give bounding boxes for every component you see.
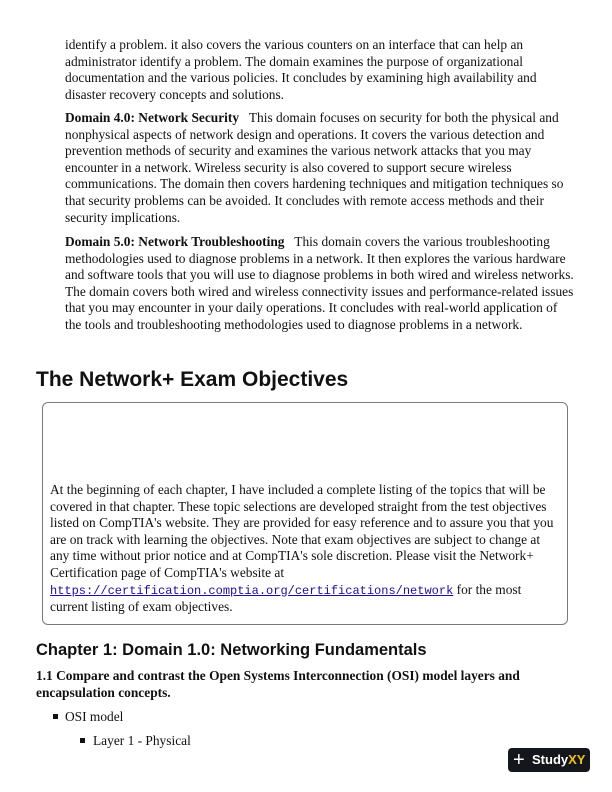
domain5-heading: Domain 5.0: Network Troubleshooting [65, 234, 285, 249]
domain5-body: This domain covers the various troubleshooting methodologies used to diagnose problems in a network. It then explores the various hardware and software tools that you will use to diagnose problems in both wired and wireless networks. The domain covers both wired and wireless connectivity issues and performance-related issues that you may encounter in your daily operations. It concludes with real-world application of the tools and troubleshooting methodologies used to diagnose problems in a network. [65, 234, 574, 332]
list-bullet [53, 714, 58, 719]
section-title: The Network+ Exam Objectives [36, 368, 349, 391]
paragraph-text: identify a problem. it also covers the various counters on an interface that can help an administrator identify a problem. The domain examines the purpose of organizational documentation and the various policies. It concludes by examining high availability and disaster recovery concepts and solutions. [65, 37, 537, 102]
paragraph-domain3-continued [65, 37, 577, 103]
studyxy-badge[interactable] [508, 748, 590, 772]
badge-word-xy: XY [568, 752, 586, 767]
domain4-heading: Domain 4.0: Network Security [65, 110, 240, 125]
sub-list-bullet [80, 738, 85, 743]
objectives-note-box [42, 402, 568, 625]
list-item: OSI model [65, 709, 124, 724]
chapter-title: Chapter 1: Domain 1.0: Networking Fundamentals [36, 641, 427, 659]
comptia-network-link[interactable]: https://certification.comptia.org/certifications/network [50, 583, 454, 598]
paragraph-domain5 [65, 234, 577, 334]
badge-wordmark [532, 752, 585, 768]
plus-icon: + [513, 749, 525, 771]
badge-word-study: Study [532, 752, 569, 767]
objectives-note-body: At the beginning of each chapter, I have included a complete listing of the topics that will be covered in that chapter. These topic selections are developed straight from the test objectives listed on CompTIA's website. They are provided for easy reference and to assure you that you are on track with learning the objectives. Note that exam objectives are subject to change at any time without prior notice and at CompTIA's sole discretion. Please visit the Network+ Certification page of CompTIA's website at [50, 482, 554, 580]
sub-list-item: Layer 1 - Physical [93, 733, 191, 748]
objectives-note-text [50, 482, 562, 616]
objective-heading: 1.1 Compare and contrast the Open Systems Interconnection (OSI) model layers and encapsulation concepts. [36, 668, 520, 700]
objectives-note-tail: for the most current listing of exam objectives. [50, 581, 522, 615]
domain4-body: This domain focuses on security for both the physical and nonphysical aspects of network design and operations. It covers the various detection and prevention methods of security and examines the various network attacks that you may encounter in a network. Wireless security is also covered to support secure wireless communications. The domain then covers hardening techniques and mitigation techniques so that security problems can be avoided. It concludes with remote access methods and their security implications. [65, 110, 564, 225]
paragraph-domain4 [65, 110, 577, 226]
